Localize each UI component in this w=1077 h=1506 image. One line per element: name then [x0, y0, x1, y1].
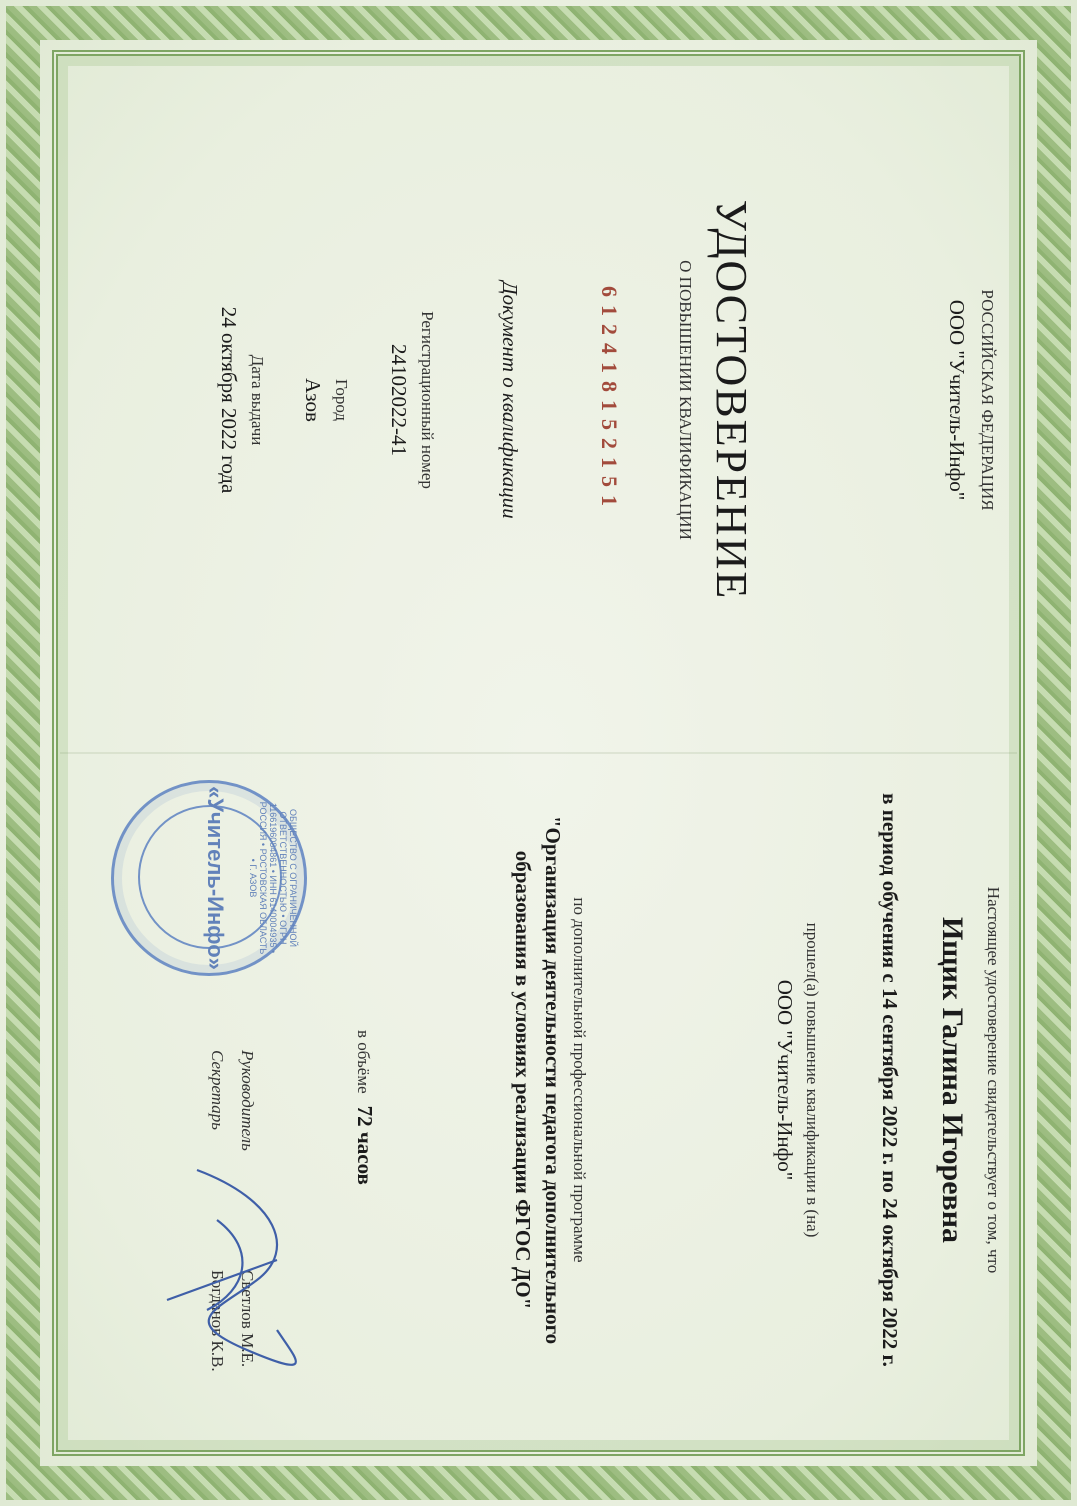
country-label: РОССИЙСКАЯ ФЕДЕРАЦИЯ: [978, 289, 997, 511]
secretary-name: Богданов К.В.: [208, 1270, 227, 1372]
person-name: Ищик Галина Игоревна: [936, 916, 969, 1244]
volume-label: в объёме: [354, 1030, 373, 1094]
rotated-content: [100, 50, 1077, 1456]
serial-number: 612418152151: [597, 286, 622, 514]
right-page: [100, 750, 1077, 1410]
program-line-1: "Организация деятельности педагога дополнительного: [541, 815, 565, 1345]
secretary-role: Секретарь: [208, 1050, 227, 1130]
stamp-ring-text: ОБЩЕСТВО С ОГРАНИЧЕННОЙ ОТВЕТСТВЕННОСТЬЮ • ОГРН 1166196084861 • ИНН 6140004935 • РОССИЯ • РОСТОВСКАЯ ОБЛАСТЬ • Г. АЗОВ: [248, 801, 298, 955]
head-role: Руководитель: [238, 1050, 257, 1151]
document-type: Документ о квалификации: [498, 281, 522, 519]
institution: ООО "Учитель-Инфо": [773, 979, 797, 1181]
certificate-title: УДОСТОВЕРЕНИЕ: [707, 199, 756, 601]
volume-value: 72 часов: [353, 1105, 377, 1185]
volume-row: [352, 1030, 377, 1185]
program-label: по дополнительной профессиональной программе: [570, 897, 589, 1263]
reg-number-label: Регистрационный номер: [418, 311, 437, 489]
certificate-subtitle: О ПОВЫШЕНИИ КВАЛИФИКАЦИИ: [676, 260, 695, 540]
left-page: [100, 70, 1077, 730]
city-label: Город: [332, 379, 351, 421]
issue-date-label: Дата выдачи: [248, 354, 267, 446]
passed-text: прошел(а) повышение квалификации в (на): [803, 922, 822, 1238]
city: Азов: [301, 378, 325, 422]
program-line-2: образования в условиях реализации ФГОС ДО": [511, 850, 535, 1310]
signature-icon: [157, 1160, 317, 1380]
signature: [157, 1050, 317, 1270]
intro-text: Настоящее удостоверение свидетельствует о том, что: [984, 886, 1003, 1274]
organization-stamp: [111, 780, 307, 976]
reg-number: 24102022-41: [387, 344, 411, 456]
issue-date: 24 октября 2022 года: [217, 306, 241, 494]
stamp-name: «Учитель-Инфо»: [203, 786, 228, 970]
study-period: в период обучения с 14 сентября 2022 г. по 24 октября 2022 г.: [878, 793, 902, 1367]
issuer-org: ООО "Учитель-Инфо": [945, 299, 969, 501]
head-name: Светлов М.Е.: [238, 1270, 257, 1368]
